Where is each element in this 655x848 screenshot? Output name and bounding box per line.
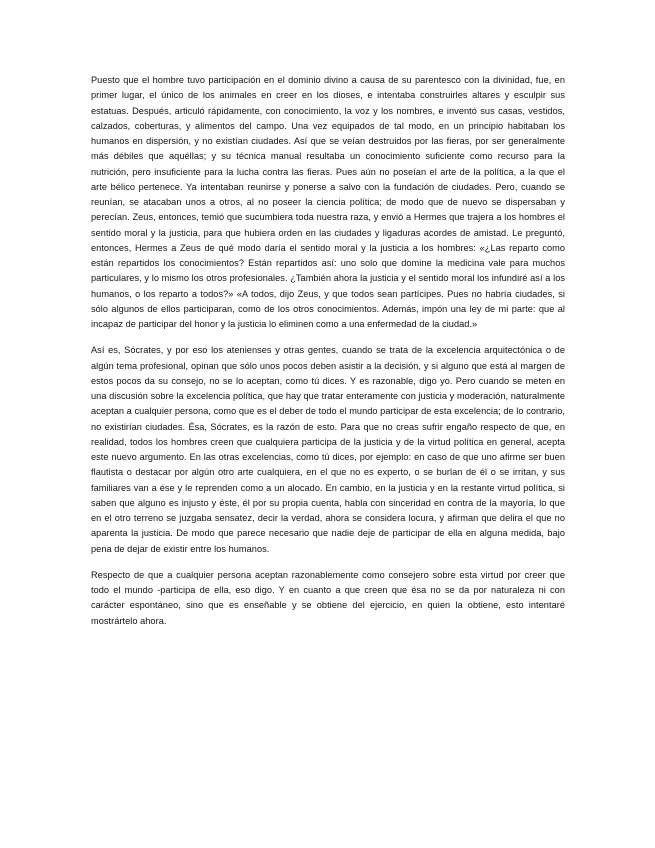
paragraph-1: Puesto que el hombre tuvo participación en el dominio divino a causa de su parentesco con la divinidad, fue, en primer lugar, el único de los animales en creer en los dioses, e intentaba construirles altares y esculpir sus estatuas. Después, articuló rápidamente, con conocimiento, la voz y los nombres, e inventó sus casas, vestidos, calzados, coberturas, y alimentos del campo. Una vez equipados de tal modo, en un principio habitaban los humanos en dispersión, y no existían ciudades. Así que se veían destruidos por las fieras, por ser generalmente más débiles que aquéllas; y su técnica manual resultaba un conocimiento suficiente como recurso para la nutrición, pero insuficiente para la lucha contra las fieras. Pues aún no poseían el arte de la política, a la que el arte bélico pertenece. Ya intentaban reunirse y ponerse a salvo con la fundación de ciudades. Pero, cuando se reunían, se atacaban unos a otros, al no poseer la ciencia política; de modo que de nuevo se dispersaban y perecían. Zeus, entonces, temió que sucumbiera toda nuestra raza, y envió a Hermes que trajera a los hombres el sentido moral y la justicia, para que hubiera orden en las ciudades y ligaduras acordes de amistad. Le preguntó, entonces, Hermes a Zeus de qué modo daría el sentido moral y la justicia a los hombres: «¿Las reparto como están repartidos los conocimientos? Están repartidos así: uno solo que domine la medicina vale para muchos particulares, y lo mismo los otros profesionales. ¿También ahora la justicia y el sentido moral los infundiré así a los humanos, o los reparto a todos?» «A todos, dijo Zeus, y que todos sean partícipes. Pues no habría ciudades, si sólo algunos de ellos participaran, como de los otros conocimientos. Además, impón una ley de mi parte: que al incapaz de participar del honor y la justicia lo eliminen como a una enfermedad de la ciudad.» [91,75,565,329]
paragraph-2: Así es, Sócrates, y por eso los atenienses y otras gentes, cuando se trata de la excelencia arquitectónica o de algún tema profesional, opinan que sólo unos pocos deben asistir a la decisión, y si alguno que está al margen de estos pocos da su consejo, no se lo aceptan, como tú dices. Y es razonable, digo yo. Pero cuando se meten en una discusión sobre la excelencia política, que hay que tratar enteramente con justicia y moderación, naturalmente aceptan a cualquier persona, como que es el deber de todo el mundo participar de esta excelencia; de lo contrario, no existirían ciudades. Ésa, Sócrates, es la razón de esto. Para que no creas sufrir engaño respecto de que, en realidad, todos los hombres creen que cualquiera participa de la justicia y de la virtud política en general, acepta este nuevo argumento. En las otras excelencias, como tú dices, por ejemplo: en caso de que uno afirme ser buen flautista o destacar por algún otro arte cualquiera, en el que no es experto, o se burlan de él o se irritan, y sus familiares van a ése y le reprenden como a un alocado. En cambio, en la justicia y en la restante virtud política, si saben que alguno es injusto y éste, él por su propia cuenta, habla con sinceridad en contra de la mayoría, lo que en el otro terreno se juzgaba sensatez, decir la verdad, ahora se considera locura, y afirman que delira el que no aparenta la justicia. De modo que parece necesario que nadie deje de participar de ella en alguna medida, bajo pena de dejar de existir entre los humanos. [91,345,565,554]
paragraph-3: Respecto de que a cualquier persona aceptan razonablemente como consejero sobre esta virtud por creer que todo el mundo -participa de ella, eso digo. Y en cuanto a que creen que ésa no se da por naturaleza ni con carácter espontáneo, sino que es enseñable y se obtiene del ejercicio, en quien la obtiene, esto intentaré mostrártelo ahora. [91,569,565,626]
document-body [91,73,565,640]
